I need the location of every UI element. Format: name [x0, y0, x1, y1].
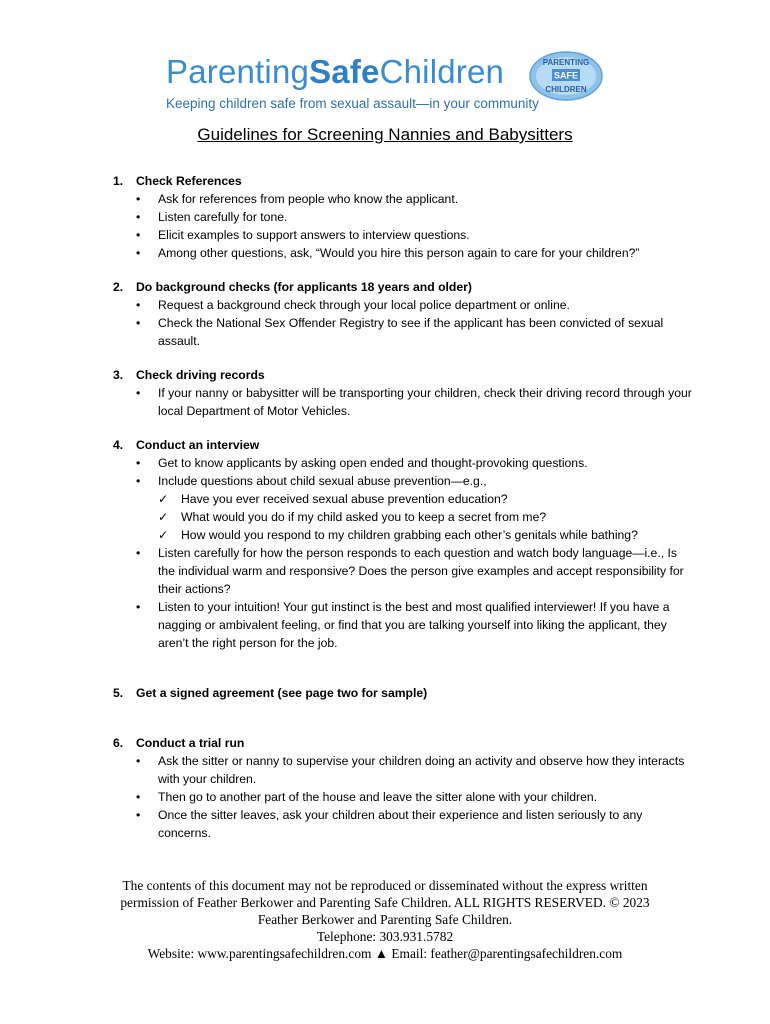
section-number: 1. — [113, 174, 124, 188]
footer-contact: Website: www.parentingsafechildren.com ▲ Email: feather@parentingsafechildren.com — [147, 946, 623, 961]
footer-line: The contents of this document may not be reproduced or disseminated without the express written — [122, 878, 648, 893]
bullet-list — [113, 190, 693, 262]
section-title: Conduct an interview — [136, 438, 260, 452]
bullet-item: • Check the National Sex Offender Registry to see if the applicant has been convicted of sexual assault. — [113, 314, 693, 350]
page-title: Guidelines for Screening Nannies and Babysitters — [197, 125, 573, 144]
bullet-item: • Listen carefully for how the person responds to each question and watch body language—i.e., Is the individual warm and responsive? Does the person give examples and accept responsibility for their actions? — [113, 544, 693, 598]
brand-seal-logo — [528, 50, 604, 102]
checklist-item — [158, 490, 693, 508]
section-background-checks — [113, 278, 693, 350]
section-title: Get a signed agreement (see page two for sample) — [136, 686, 428, 700]
footer-telephone: Telephone: 303.931.5782 — [316, 929, 454, 944]
bullet-list — [113, 454, 693, 652]
checklist-item-text: Have you ever received sexual abuse prevention education? — [181, 492, 508, 506]
bullet-list — [113, 752, 693, 842]
footer-line: Feather Berkower and Parenting Safe Children. — [257, 912, 513, 927]
checklist — [158, 490, 693, 544]
section-heading — [113, 278, 693, 296]
footer-line: permission of Feather Berkower and Parenting Safe Children. ALL RIGHTS RESERVED. © 2023 — [120, 895, 650, 910]
checklist-item — [158, 526, 693, 544]
svg-text:SAFE: SAFE — [553, 70, 579, 81]
section-heading — [113, 366, 693, 384]
bullet-item — [113, 472, 693, 544]
section-heading — [113, 172, 693, 190]
letterhead — [166, 52, 606, 114]
bullet-item: • Among other questions, ask, “Would you hire this person again to care for your children?” — [113, 244, 693, 262]
bullet-item: • Then go to another part of the house and leave the sitter alone with your children. — [113, 788, 693, 806]
section-number: 3. — [113, 368, 124, 382]
logo-part-parenting: Parenting — [166, 53, 310, 90]
bullet-list — [113, 296, 693, 350]
section-check-references — [113, 172, 693, 262]
svg-text:CHILDREN: CHILDREN — [545, 85, 587, 94]
section-title: Conduct a trial run — [136, 736, 245, 750]
section-title: Check References — [136, 174, 242, 188]
section-heading — [113, 436, 693, 454]
checklist-item-text: What would you do if my child asked you to keep a secret from me? — [181, 510, 547, 524]
bullet-item: • Once the sitter leaves, ask your children about their experience and listen seriously to any concerns. — [113, 806, 693, 842]
bullet-list — [113, 384, 693, 420]
logo-part-children: Children — [379, 53, 505, 90]
bullet-item: • Listen carefully for tone. — [113, 208, 693, 226]
bullet-item: • If your nanny or babysitter will be transporting your children, check their driving record through your local Department of Motor Vehicles. — [113, 384, 693, 420]
section-signed-agreement — [113, 684, 693, 702]
brand-logo-wordmark — [166, 52, 504, 92]
bullet-item: • Listen to your intuition! Your gut instinct is the best and most qualified interviewer! If you have a nagging or ambivalent feeling, or find that you are talking yourself into liking the applicant, they aren’t the right person for the job. — [113, 598, 693, 652]
logo-part-safe: Safe — [309, 53, 380, 90]
section-interview — [113, 436, 693, 652]
section-number: 4. — [113, 438, 124, 452]
section-title: Check driving records — [136, 368, 265, 382]
bullet-item-text: Include questions about child sexual abuse prevention—e.g., — [158, 474, 487, 488]
section-driving-records — [113, 366, 693, 420]
bullet-item: • Request a background check through your local police department or online. — [113, 296, 693, 314]
section-heading — [113, 734, 693, 752]
checkmark-icon: ✓ — [158, 528, 169, 542]
bullet-item: • Get to know applicants by asking open ended and thought-provoking questions. — [113, 454, 693, 472]
section-number: 6. — [113, 736, 124, 750]
checkmark-icon: ✓ — [158, 510, 169, 524]
bullet-item: • Elicit examples to support answers to interview questions. — [113, 226, 693, 244]
section-number: 2. — [113, 280, 124, 294]
section-number: 5. — [113, 686, 124, 700]
svg-text:PARENTING: PARENTING — [542, 58, 590, 67]
brand-tagline: Keeping children safe from sexual assault—in your community — [166, 96, 539, 111]
section-trial-run — [113, 734, 693, 842]
guidelines-list — [113, 172, 693, 842]
checklist-item-text: How would you respond to my children grabbing each other’s genitals while bathing? — [181, 528, 638, 542]
bullet-item: • Ask the sitter or nanny to supervise your children doing an activity and observe how they interacts with your children. — [113, 752, 693, 788]
copyright-footer — [0, 877, 770, 962]
section-title: Do background checks (for applicants 18 years and older) — [136, 280, 472, 294]
checklist-item — [158, 508, 693, 526]
section-heading — [113, 684, 693, 702]
checkmark-icon: ✓ — [158, 492, 169, 506]
bullet-item: • Ask for references from people who know the applicant. — [113, 190, 693, 208]
